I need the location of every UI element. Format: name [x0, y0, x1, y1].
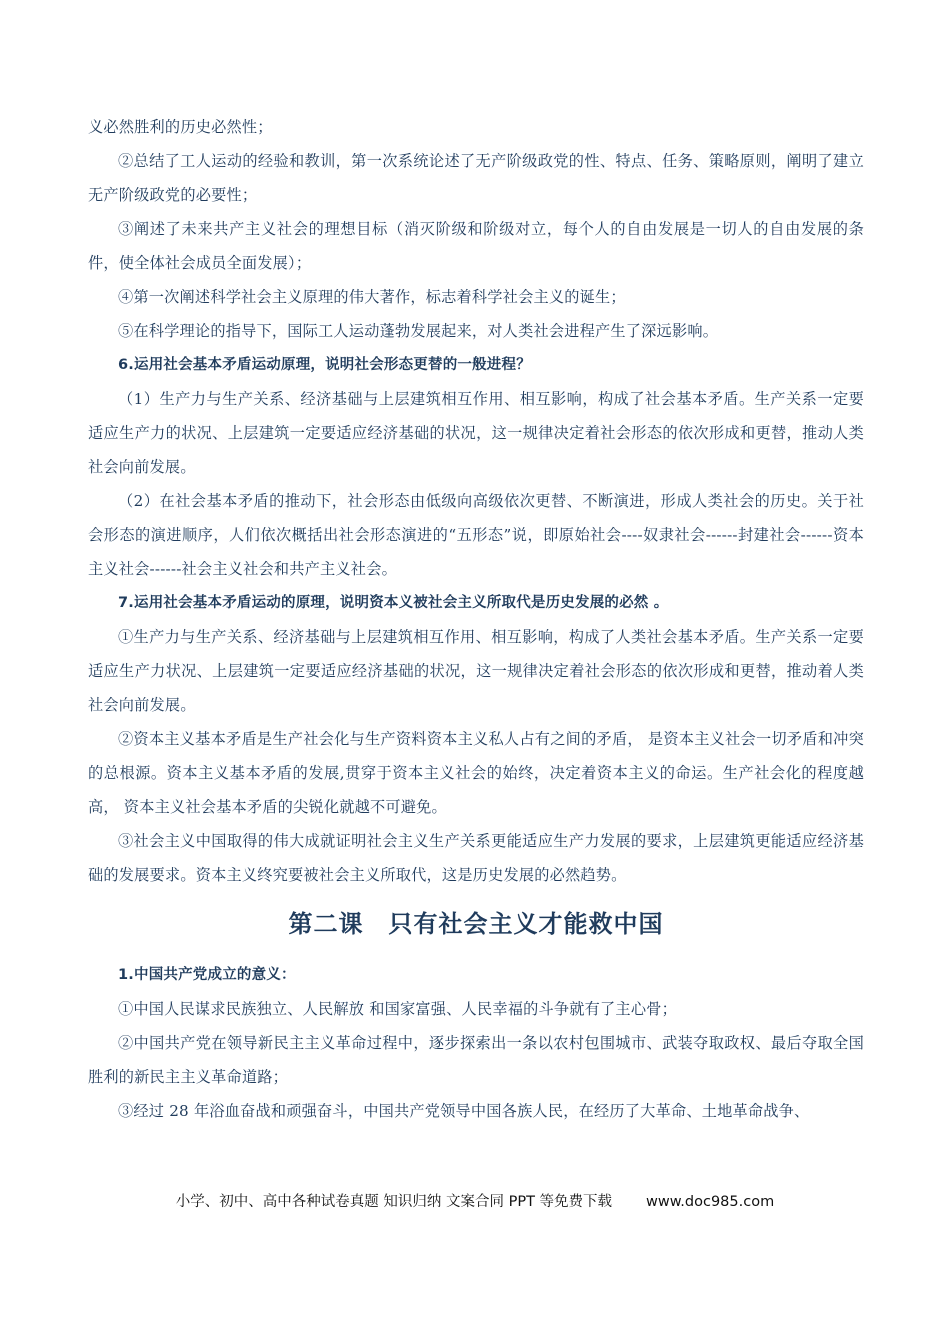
footer-text: 小学、初中、高中各种试卷真题 知识归纳 文案合同 PPT 等免费下载	[175, 1194, 613, 1210]
document-body	[88, 110, 864, 1128]
paragraph: ②中国共产党在领导新民主主义革命过程中，逐步探索出一条以农村包围城市、武装夺取政权、最后夺取全国胜利的新民主主义革命道路；	[88, 1034, 864, 1086]
question-heading: 6.运用社会基本矛盾运动原理，说明社会形态更替的一般进程？	[118, 357, 531, 373]
paragraph: ②总结了工人运动的经验和教训，第一次系统论述了无产阶级政党的性、特点、任务、策略原则，阐明了建立无产阶级政党的必要性；	[88, 152, 864, 204]
paragraph: （1）生产力与生产关系、经济基础与上层建筑相互作用、相互影响，构成了社会基本矛盾。生产关系一定要适应生产力的状况、上层建筑一定要适应经济基础的状况，这一规律决定着社会形态的依次形成和更替，推动人类社会向前发展。	[88, 390, 864, 476]
question-heading: 1.中国共产党成立的意义：	[118, 967, 296, 983]
paragraph: ③经过 28 年浴血奋战和顽强奋斗，中国共产党领导中国各族人民，在经历了大革命、土地革命战争、	[118, 1102, 810, 1120]
paragraph: 义必然胜利的历史必然性；	[88, 118, 273, 136]
paragraph: （2）在社会基本矛盾的推动下，社会形态由低级向高级依次更替、不断演进，形成人类社会的历史。关于社会形态的演进顺序，人们依次概括出社会形态演进的“五形态”说，即原始社会----奴隶社会------封建社会------资本主义社会------社会主义社会和共产主义社会。	[88, 492, 864, 578]
paragraph: ①中国人民谋求民族独立、人民解放 和国家富强、人民幸福的斗争就有了主心骨；	[118, 1000, 677, 1018]
paragraph: ①生产力与生产关系、经济基础与上层建筑相互作用、相互影响，构成了人类社会基本矛盾。生产关系一定要适应生产力状况、上层建筑一定要适应经济基础的状况，这一规律决定着社会形态的依次形成和更替，推动着人类社会向前发展。	[88, 628, 864, 714]
question-heading: 7.运用社会基本矛盾运动的原理，说明资本义被社会主义所取代是历史发展的必然 。	[118, 595, 669, 611]
paragraph: ③阐述了未来共产主义社会的理想目标（消灭阶级和阶级对立，每个人的自由发展是一切人的自由发展的条件，使全体社会成员全面发展）；	[88, 220, 864, 272]
paragraph: ②资本主义基本矛盾是生产社会化与生产资料资本主义私人占有之间的矛盾， 是资本主义社会一切矛盾和冲突的总根源。资本主义基本矛盾的发展,贯穿于资本主义社会的始终，决定着资本主义的命运。生产社会化的程度越高， 资本主义社会基本矛盾的尖锐化就越不可避免。	[88, 730, 864, 816]
paragraph: ⑤在科学理论的指导下，国际工人运动蓬勃发展起来，对人类社会进程产生了深远影响。	[118, 322, 719, 340]
footer	[0, 1190, 950, 1211]
paragraph: ③社会主义中国取得的伟大成就证明社会主义生产关系更能适应生产力发展的要求，上层建筑更能适应经济基础的发展要求。资本主义终究要被社会主义所取代，这是历史发展的必然趋势。	[88, 832, 864, 884]
footer-url[interactable]: www.doc985.com	[646, 1194, 775, 1210]
section-heading: 第二课 只有社会主义才能救中国	[288, 910, 664, 938]
paragraph: ④第一次阐述科学社会主义原理的伟大著作，标志着科学社会主义的诞生；	[118, 288, 626, 306]
